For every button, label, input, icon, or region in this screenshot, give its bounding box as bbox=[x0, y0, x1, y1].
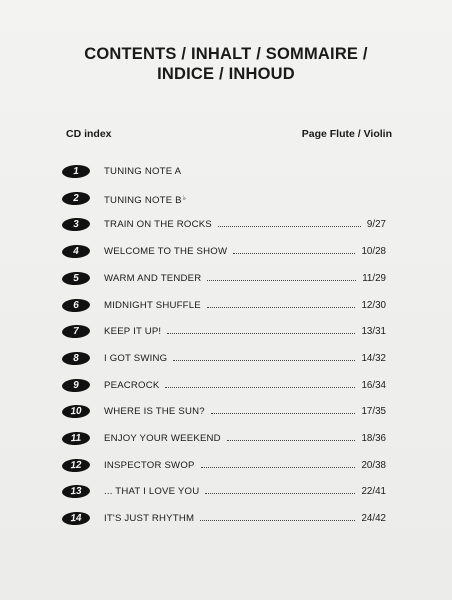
dot-leader bbox=[167, 333, 355, 334]
track-title-text: ENJOY YOUR WEEKEND bbox=[104, 433, 221, 444]
track-title-text: WELCOME TO THE SHOW bbox=[104, 246, 228, 257]
page-title bbox=[0, 44, 452, 84]
dot-leader bbox=[205, 493, 355, 494]
track-row bbox=[0, 403, 452, 425]
page-number: 12/30 bbox=[361, 300, 386, 311]
title-line-1: CONTENTS / INHALT / SOMMAIRE / bbox=[84, 45, 368, 63]
dot-leader bbox=[207, 307, 355, 308]
page-number: 13/31 bbox=[361, 326, 386, 337]
track-number-badge: 14 bbox=[62, 511, 91, 525]
page-number: 9/27 bbox=[366, 219, 386, 230]
page-number: 14/32 bbox=[361, 353, 386, 364]
track-number-badge: 2 bbox=[62, 191, 91, 205]
track-title bbox=[104, 272, 201, 285]
track-number-badge: 11 bbox=[62, 431, 91, 445]
track-title bbox=[104, 165, 181, 178]
dot-leader bbox=[200, 520, 355, 521]
page-number: 22/41 bbox=[361, 486, 386, 497]
track-title bbox=[104, 512, 194, 525]
track-title bbox=[104, 459, 195, 472]
track-title-text: ... THAT I LOVE YOU bbox=[104, 486, 200, 497]
dot-leader bbox=[207, 280, 356, 281]
dot-leader bbox=[201, 467, 355, 468]
dot-leader bbox=[165, 387, 355, 388]
track-title-text: PEACROCK bbox=[104, 380, 160, 391]
track-title-text: INSPECTOR SWOP bbox=[104, 460, 195, 471]
track-row bbox=[0, 323, 452, 345]
track-row bbox=[0, 270, 452, 292]
track-row bbox=[0, 457, 452, 479]
page-number: 17/35 bbox=[361, 406, 386, 417]
track-title bbox=[104, 432, 221, 445]
page-number: 16/34 bbox=[361, 380, 386, 391]
track-title-text: TRAIN ON THE ROCKS bbox=[104, 219, 212, 230]
page-number: 24/42 bbox=[361, 513, 386, 524]
track-title-text: TUNING NOTE B bbox=[104, 195, 182, 206]
dot-leader bbox=[211, 413, 355, 414]
track-title bbox=[104, 192, 186, 207]
track-number-badge: 12 bbox=[62, 458, 91, 472]
track-title bbox=[104, 352, 167, 365]
track-number-badge: 6 bbox=[62, 298, 91, 312]
track-number-badge: 10 bbox=[62, 404, 91, 418]
track-row bbox=[0, 297, 452, 319]
page-header: Page Flute / Violin bbox=[301, 128, 392, 140]
track-number-badge: 9 bbox=[62, 378, 91, 392]
track-number-badge: 3 bbox=[62, 217, 91, 231]
track-title-text: TUNING NOTE A bbox=[104, 166, 182, 177]
track-row bbox=[0, 243, 452, 265]
track-title bbox=[104, 405, 205, 418]
track-title-text: IT'S JUST RHYTHM bbox=[104, 513, 195, 524]
page-number: 11/29 bbox=[362, 273, 386, 284]
track-title bbox=[104, 325, 161, 338]
track-title-text: MIDNIGHT SHUFFLE bbox=[104, 300, 201, 311]
page-number: 20/38 bbox=[361, 460, 386, 471]
flat-symbol: ♭ bbox=[182, 195, 187, 202]
dot-leader bbox=[227, 440, 355, 441]
track-number-badge: 13 bbox=[62, 484, 91, 498]
page-number: 18/36 bbox=[361, 433, 386, 444]
track-row bbox=[0, 430, 452, 452]
track-title-text: I GOT SWING bbox=[104, 353, 168, 364]
track-row bbox=[0, 483, 452, 505]
track-title bbox=[104, 245, 227, 258]
track-title bbox=[104, 299, 201, 312]
track-number-badge: 8 bbox=[62, 351, 91, 365]
track-row bbox=[0, 190, 452, 212]
track-title-text: WHERE IS THE SUN? bbox=[104, 406, 205, 417]
track-title bbox=[104, 379, 159, 392]
track-row bbox=[0, 216, 452, 238]
track-number-badge: 1 bbox=[62, 164, 91, 178]
page-number: 10/28 bbox=[361, 246, 386, 257]
track-row bbox=[0, 377, 452, 399]
track-number-badge: 4 bbox=[62, 244, 91, 258]
dot-leader bbox=[173, 360, 355, 361]
track-row bbox=[0, 163, 452, 185]
track-row bbox=[0, 510, 452, 532]
title-line-2: INDICE / INHOUD bbox=[157, 65, 295, 83]
track-title bbox=[104, 485, 199, 498]
track-title bbox=[104, 218, 212, 231]
track-row bbox=[0, 350, 452, 372]
cd-index-header: CD index bbox=[66, 128, 112, 140]
track-title-text: WARM AND TENDER bbox=[104, 273, 202, 284]
track-title-text: KEEP IT UP! bbox=[104, 326, 162, 337]
dot-leader bbox=[233, 253, 355, 254]
track-number-badge: 7 bbox=[62, 324, 91, 338]
track-number-badge: 5 bbox=[62, 271, 91, 285]
dot-leader bbox=[218, 226, 361, 227]
